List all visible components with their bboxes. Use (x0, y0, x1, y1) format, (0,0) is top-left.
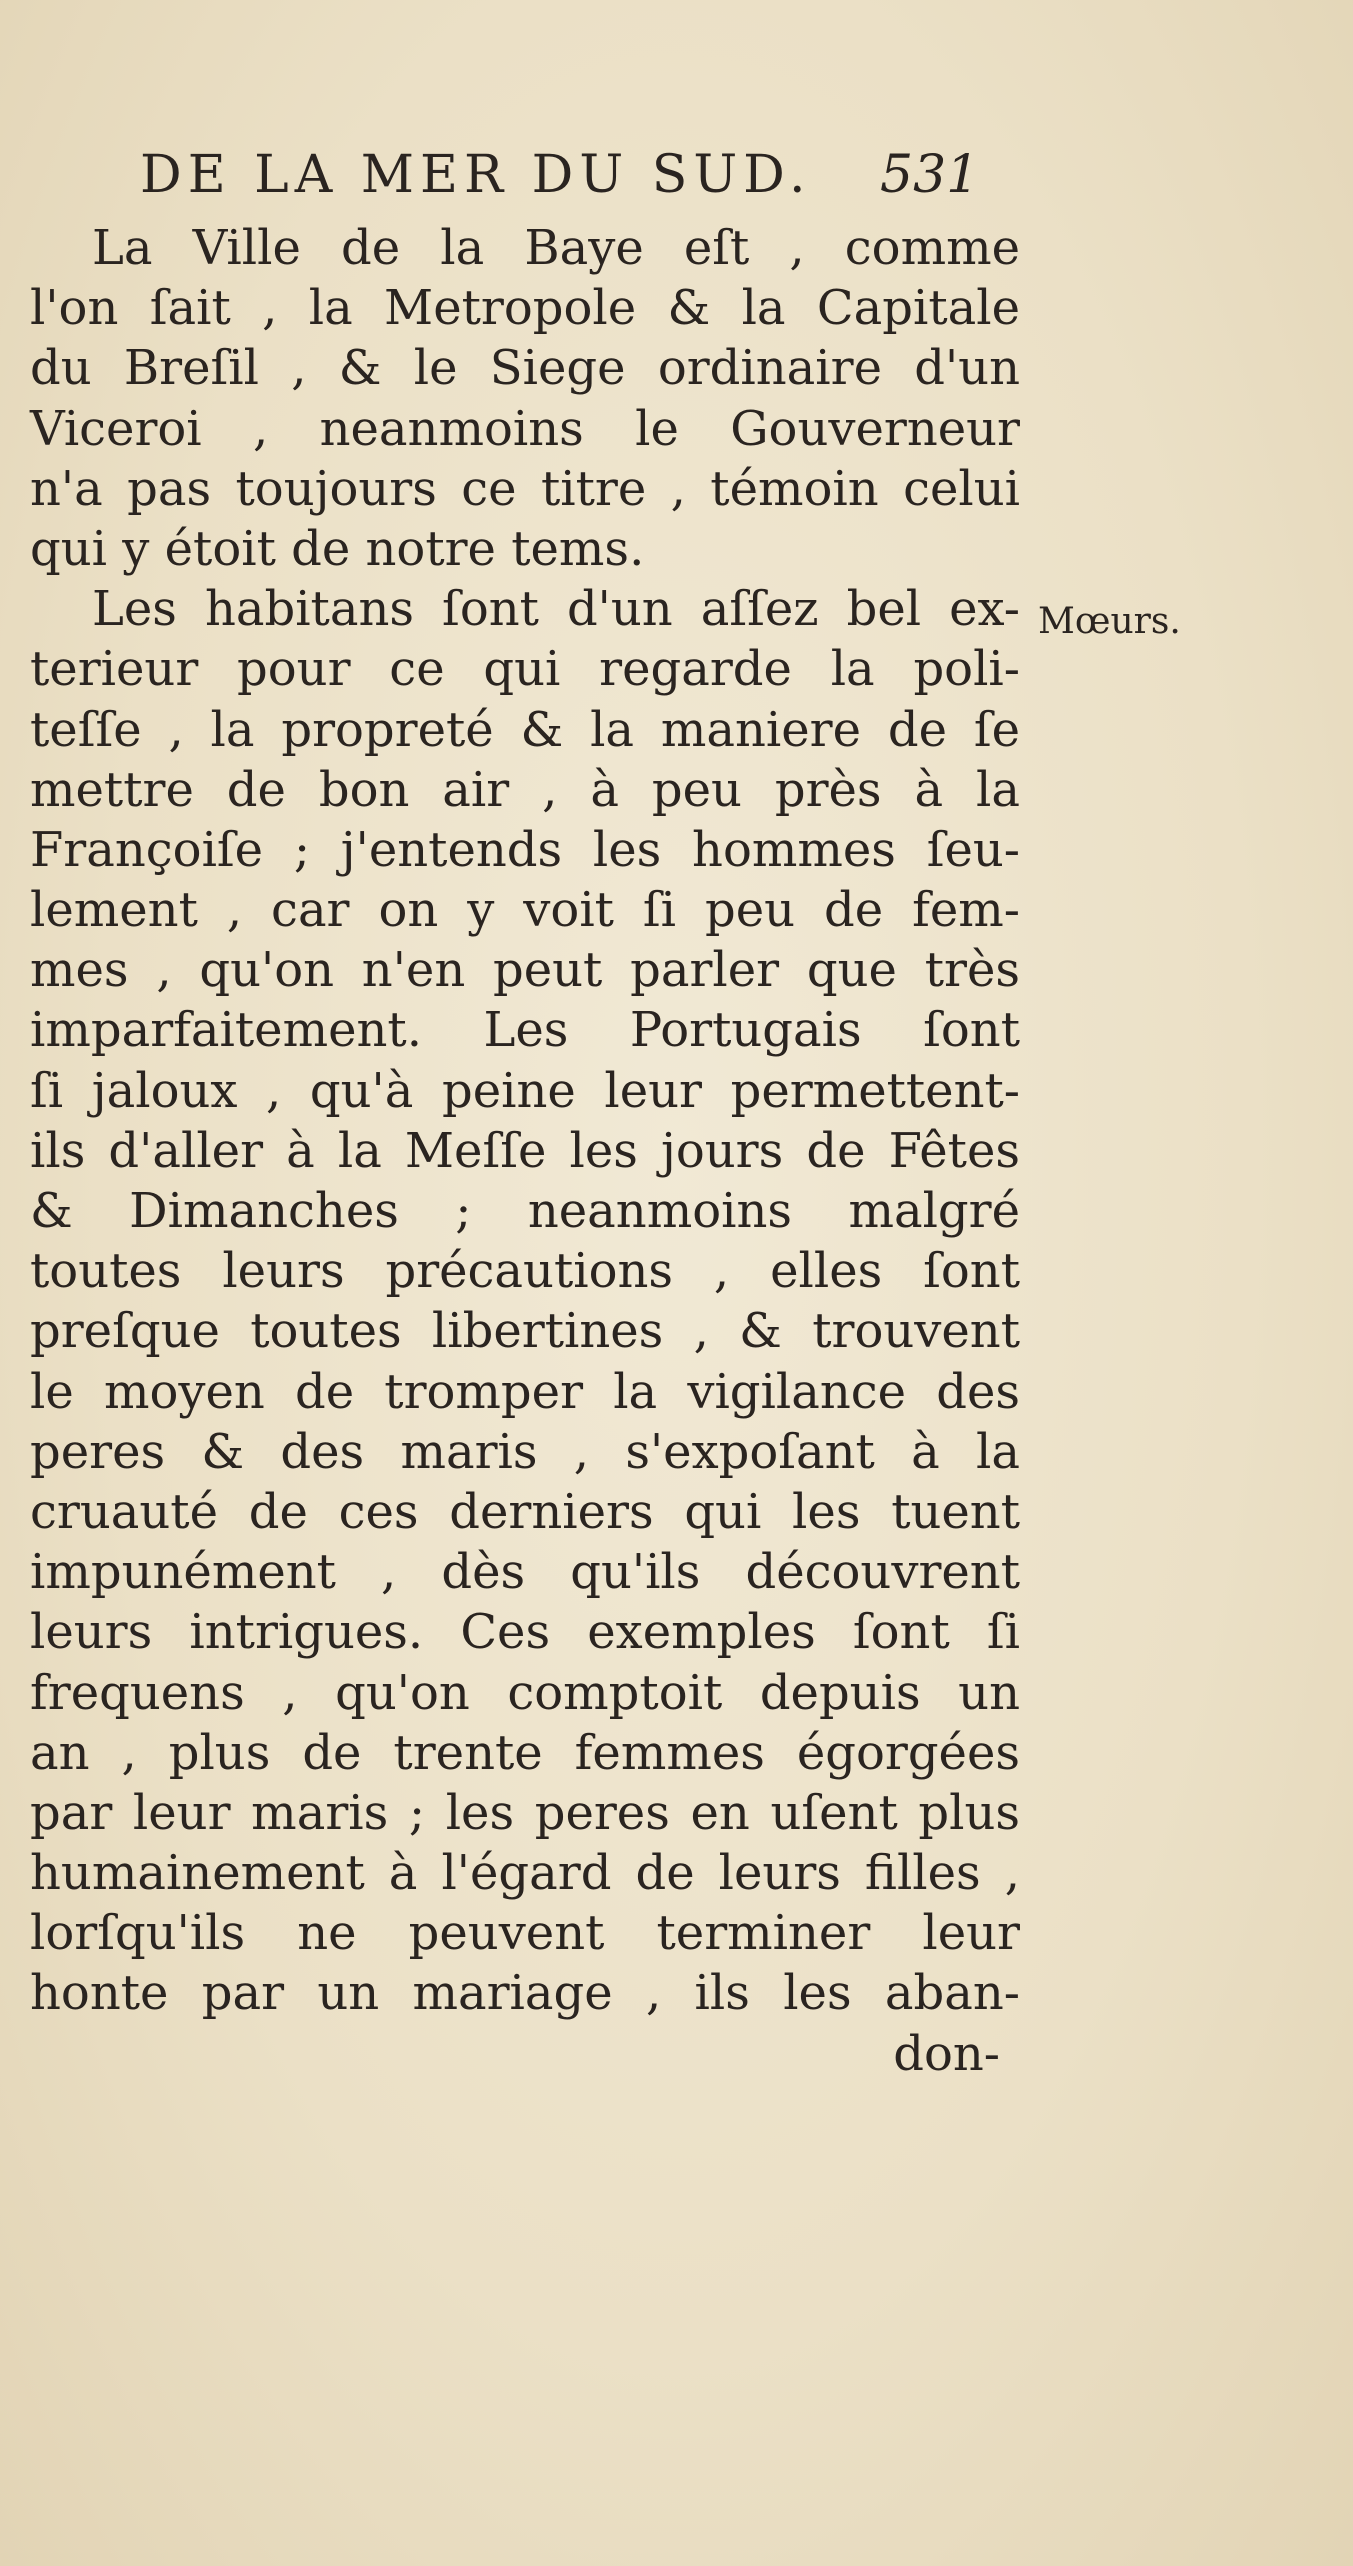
text-line: le moyen de tromper la vigilance des (30, 1363, 1020, 1420)
catchword: don- (893, 2025, 1000, 2082)
text-line: Les habitans ſont d'un aſſez bel ex- (92, 581, 1020, 638)
text-line: l'on ſait , la Metropole & la Capitale (30, 280, 1020, 337)
text-line: toutes leurs précautions , elles ſont (30, 1243, 1020, 1300)
page-header (0, 140, 1353, 210)
text-line: ils d'aller à la Meſſe les jours de Fêtes (30, 1122, 1020, 1179)
text-line: qui y étoit de notre tems. (30, 520, 645, 577)
text-line: & Dimanches ; neanmoins malgré (30, 1183, 1020, 1239)
text-line: frequens , qu'on comptoit depuis un (30, 1664, 1020, 1721)
text-line: par leur maris ; les peres en uſent plus (30, 1784, 1020, 1841)
text-line: lement , car on y voit ſi peu de fem- (30, 882, 1020, 939)
running-head: DE LA MER DU SUD. (140, 145, 812, 205)
text-line: teſſe , la propreté & la maniere de ſe (30, 701, 1020, 758)
text-line: mettre de bon air , à peu près à la (30, 761, 1020, 818)
text-line: n'a pas toujours ce titre , témoin celui (30, 460, 1020, 517)
page-number: 531 (880, 145, 980, 205)
text-line: an , plus de trente femmes égorgées (30, 1724, 1020, 1781)
text-line: Françoiſe ; j'entends les hommes ſeu- (30, 821, 1020, 878)
text-line: terieur pour ce qui regarde la poli- (30, 641, 1020, 698)
text-line: Viceroi , neanmoins le Gouverneur (30, 400, 1020, 457)
text-line: preſque toutes libertines , & trouvent (30, 1303, 1020, 1360)
body-text (30, 218, 1020, 2084)
text-line: ſi jaloux , qu'à peine leur permettent- (30, 1062, 1020, 1119)
text-line: honte par un mariage , ils les aban- (30, 1965, 1020, 2022)
text-line: imparfaitement. Les Portugais ſont (30, 1002, 1020, 1059)
text-line: humainement à l'égard de leurs filles , (30, 1845, 1020, 1902)
text-line: lorſqu'ils ne peuvent terminer leur (30, 1905, 1020, 1962)
text-line: La Ville de la Baye eſt , comme (92, 220, 1020, 276)
text-line: leurs intrigues. Ces exemples ſont ſi (30, 1604, 1020, 1661)
marginal-note: Mœurs. (1038, 601, 1181, 642)
text-line: du Breſil , & le Siege ordinaire d'un (30, 340, 1020, 397)
text-line: impunément , dès qu'ils découvrent (30, 1544, 1020, 1601)
text-line: mes , qu'on n'en peut parler que très (30, 942, 1020, 999)
text-line: cruauté de ces derniers qui les tuent (30, 1483, 1020, 1540)
text-line: peres & des maris , s'expoſant à la (30, 1423, 1020, 1480)
